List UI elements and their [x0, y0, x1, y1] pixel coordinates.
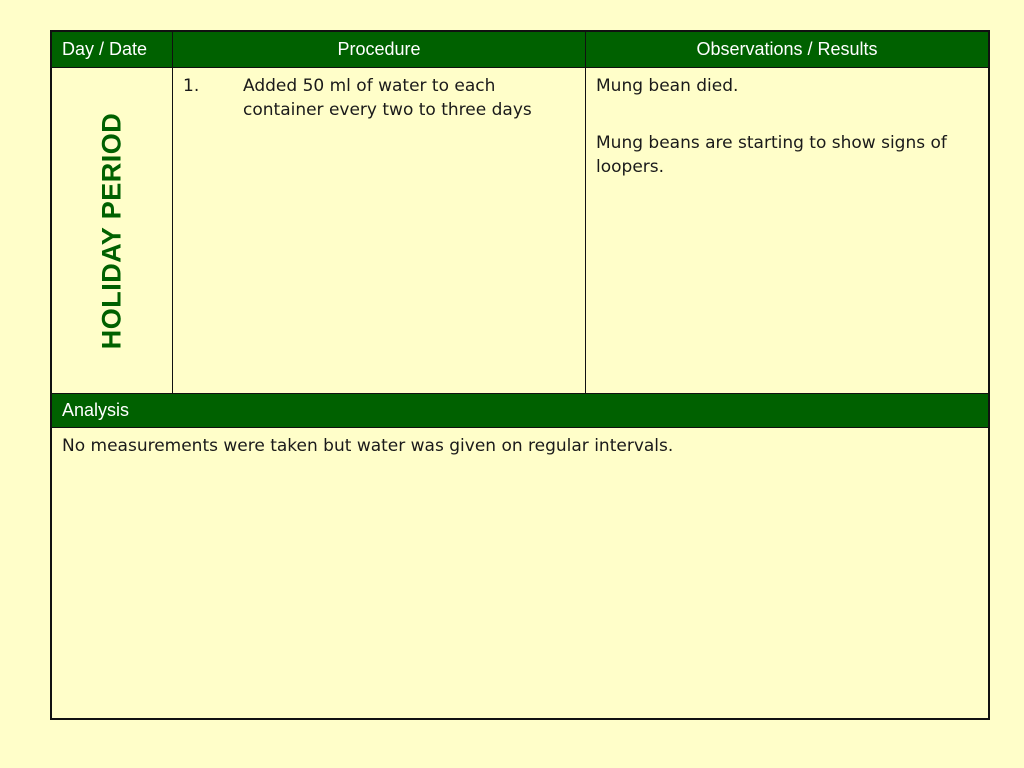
procedure-cell: [173, 68, 585, 393]
header-day-date: Day / Date: [52, 32, 172, 67]
lab-record-table: [50, 30, 990, 720]
procedure-item-text: Added 50 ml of water to each container every two to three days: [243, 76, 532, 120]
header-observations: Observations / Results: [586, 32, 988, 67]
observations-cell: [586, 68, 988, 393]
header-procedure: Procedure: [173, 32, 585, 67]
holiday-period-label: HOLIDAY PERIOD: [96, 112, 127, 350]
analysis-cell: [52, 428, 988, 718]
procedure-item-number: 1.: [183, 76, 200, 96]
analysis-text: No measurements were taken but water was given on regular intervals.: [62, 436, 674, 456]
day-date-cell: [52, 68, 172, 393]
observation-text: Mung bean died.: [596, 76, 739, 96]
observation-text: Mung beans are starting to show signs of loopers.: [596, 133, 947, 177]
analysis-heading: Analysis: [52, 394, 988, 427]
